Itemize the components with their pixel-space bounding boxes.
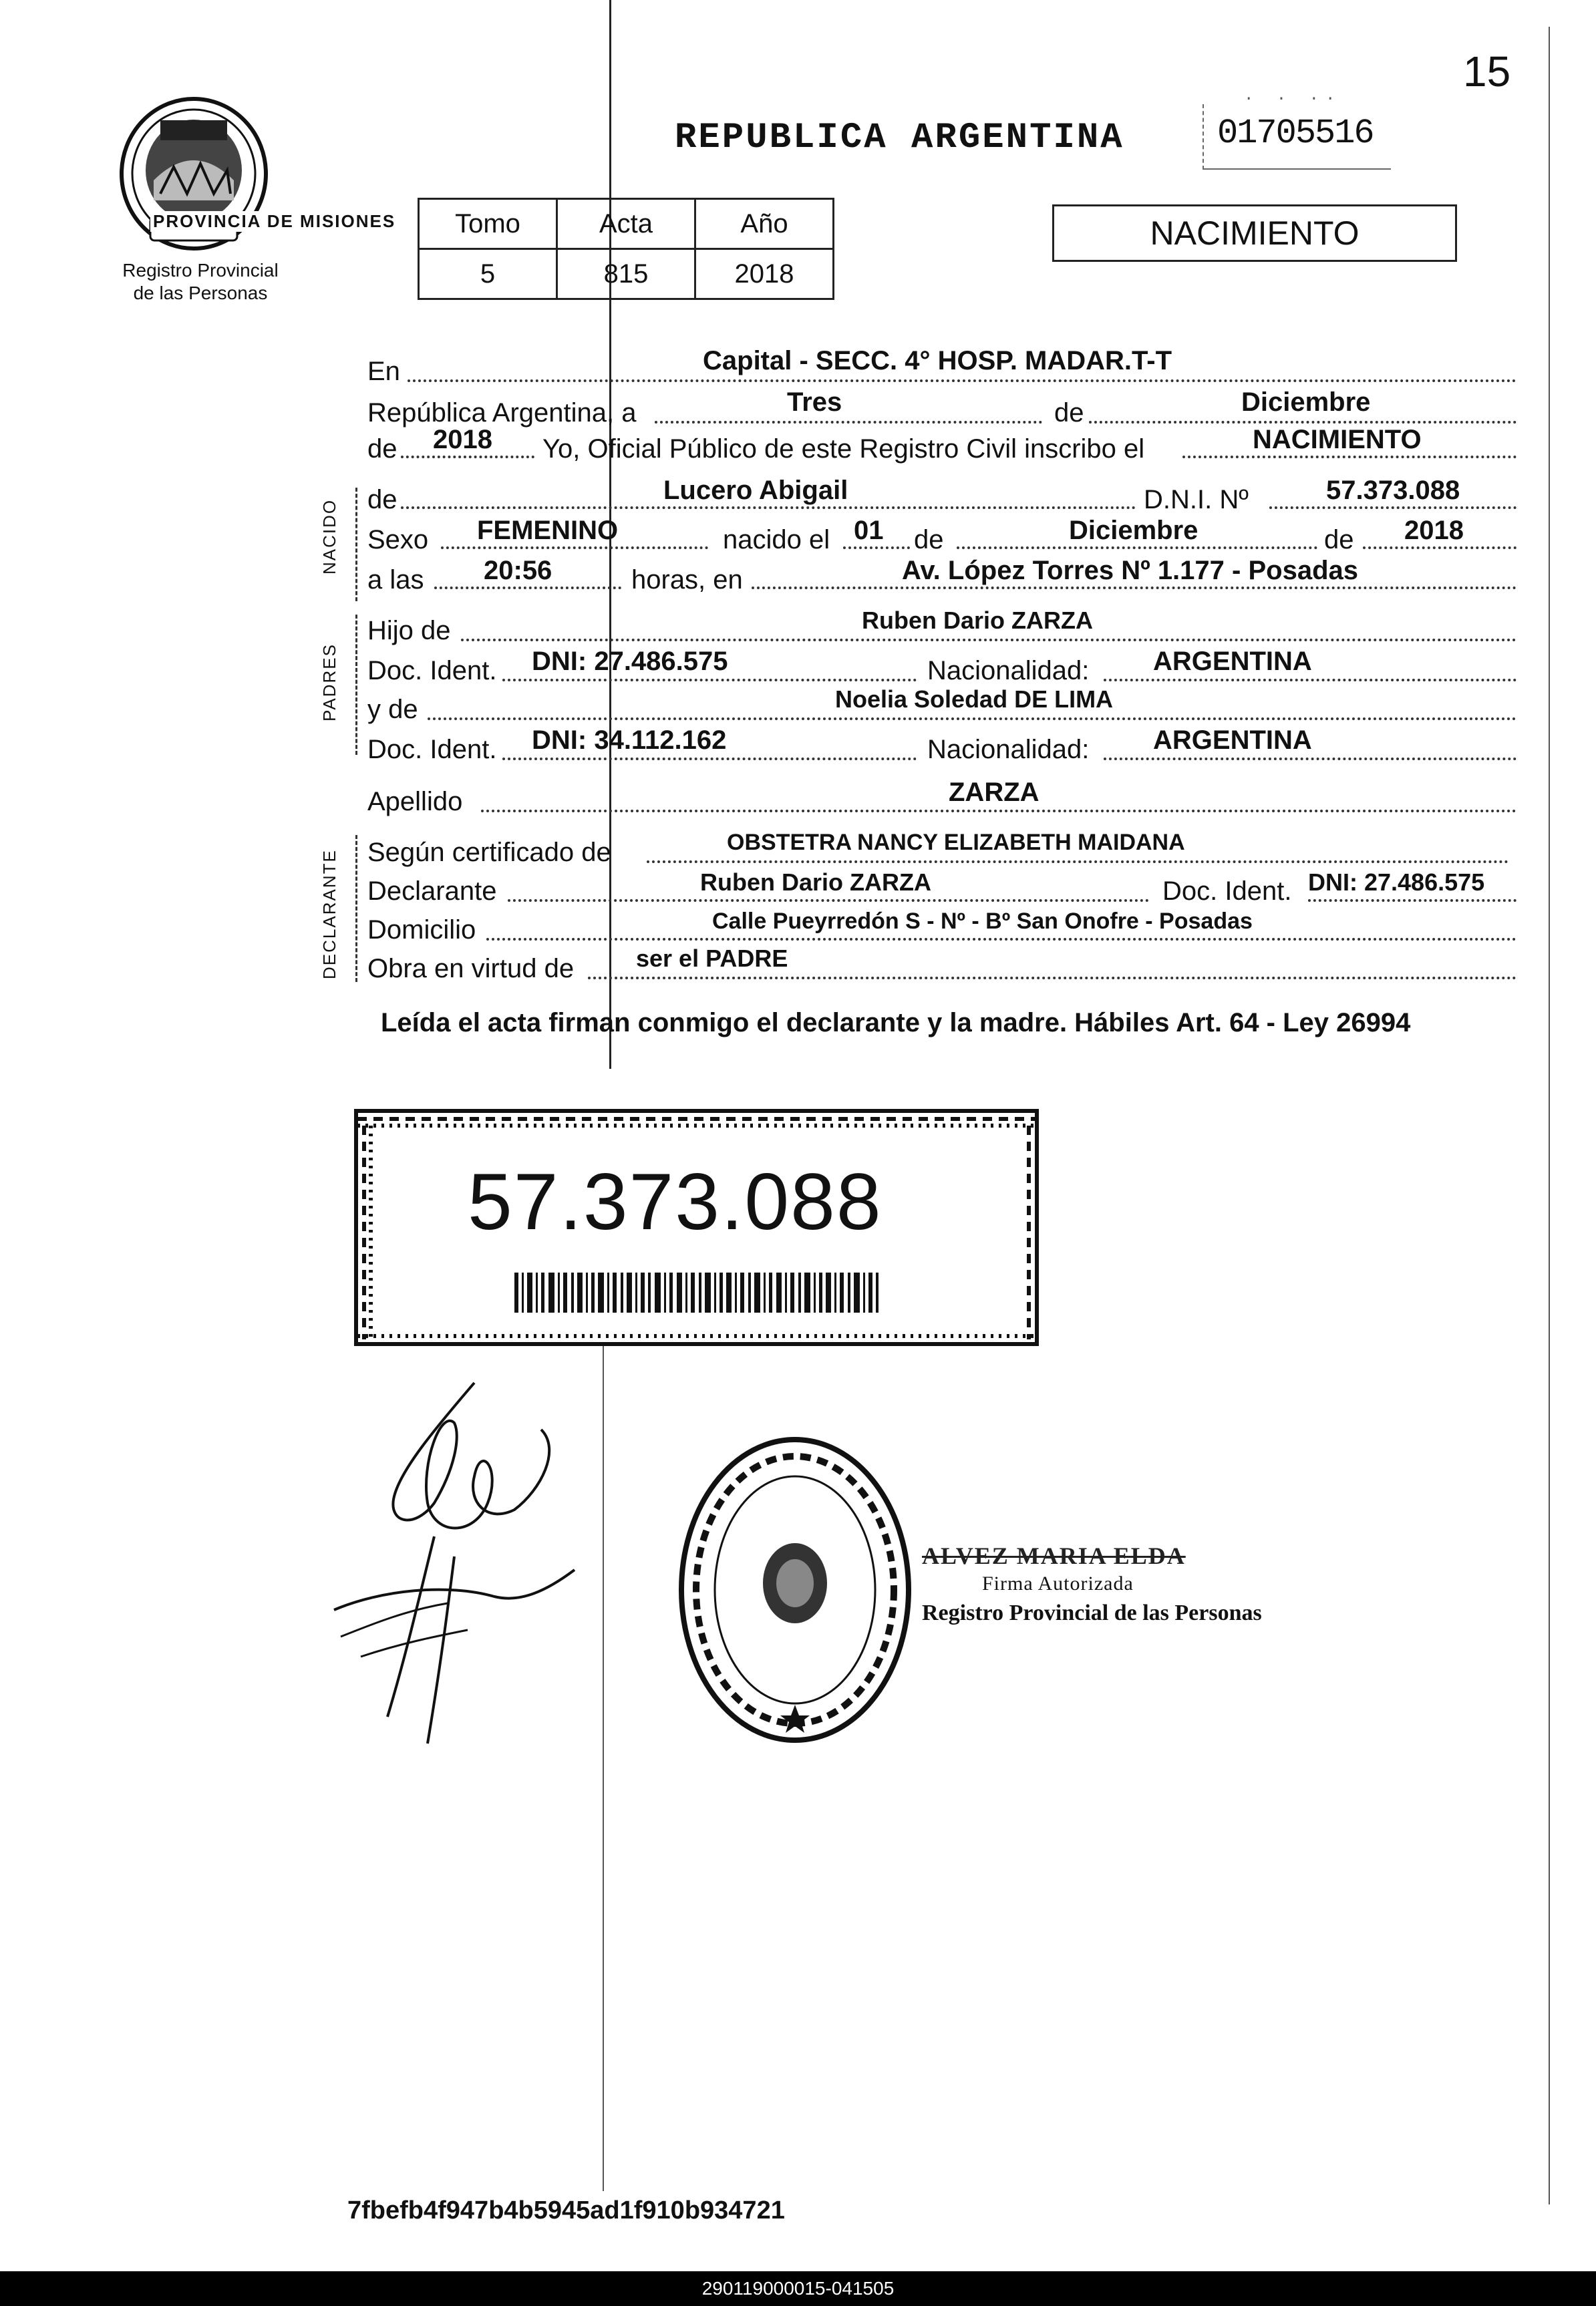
label-de-mes: de — [1054, 398, 1084, 428]
signer-org: Registro Provincial de las Personas — [922, 1601, 1262, 1625]
dots-mes-nac — [957, 546, 1317, 549]
value-hora: 20:56 — [484, 556, 552, 585]
official-seal-icon — [675, 1430, 915, 1750]
reading-note: Leída el acta firman conmigo el declarante y la madre. Hábiles Art. 64 - Ley 26994 — [381, 1008, 1411, 1037]
label-de-nombre: de — [367, 485, 397, 514]
dots-sexo — [441, 546, 708, 549]
table-header-acta: Acta — [557, 199, 695, 249]
dni-stamp-number: 57.373.088 — [468, 1157, 883, 1247]
value-padre-doc: DNI: 27.486.575 — [532, 647, 728, 676]
label-de-anio-nac: de — [1324, 525, 1354, 554]
value-certificado: OBSTETRA NANCY ELIZABETH MAIDANA — [727, 830, 1185, 855]
value-sexo: FEMENINO — [477, 516, 619, 545]
value-declarante: Ruben Dario ZARZA — [700, 868, 931, 896]
section-label-declarante: DECLARANTE — [319, 849, 339, 979]
footer-code: 290119000015-041505 — [0, 2271, 1596, 2306]
label-yo-oficial: Yo, Oficial Público de este Registro Civil inscribo el — [542, 434, 1145, 464]
label-de-mes-nac: de — [914, 525, 944, 554]
label-republica: República Argentina, a — [367, 398, 637, 428]
page-number: 15 — [1463, 47, 1511, 96]
dots-madre-doc — [502, 758, 917, 760]
value-declarante-doc: DNI: 27.486.575 — [1308, 868, 1485, 896]
value-madre-doc: DNI: 34.112.162 — [532, 725, 727, 755]
dots-certificado — [647, 860, 1508, 863]
serial-number: 01705516 — [1217, 114, 1374, 153]
table-value-acta: 815 — [557, 249, 695, 299]
registry-caption-line2: de las Personas — [133, 283, 268, 303]
label-y-de: y de — [367, 695, 418, 724]
dots-anio — [401, 456, 534, 458]
value-lugar: Capital - SECC. 4° HOSP. MADAR.T-T — [703, 346, 1172, 375]
registry-table — [418, 198, 834, 300]
dots-padre-nac — [1104, 679, 1517, 681]
label-nacido-el: nacido el — [723, 525, 830, 554]
dots-apellido — [481, 810, 1517, 812]
dots-declarante-doc — [1308, 899, 1517, 902]
label-doc-ident-padre: Doc. Ident. — [367, 656, 497, 685]
value-padre: Ruben Dario ZARZA — [862, 607, 1093, 634]
value-anio-nac: 2018 — [1404, 516, 1464, 545]
signer-role: Firma Autorizada — [982, 1573, 1134, 1595]
document-hash: 7fbefb4f947b4b5945ad1f910b934721 — [347, 2196, 785, 2225]
right-edge-line — [1549, 27, 1550, 2204]
table-value-tomo: 5 — [419, 249, 557, 299]
dots-nombre — [401, 506, 1136, 509]
value-domicilio: Calle Pueyrredón S - Nº - Bº San Onofre - Posadas — [712, 909, 1253, 934]
label-obra-en-virtud: Obra en virtud de — [367, 954, 575, 983]
dots-anio-nac — [1363, 546, 1517, 549]
registry-table-header — [419, 199, 834, 249]
value-anio: 2018 — [433, 425, 492, 454]
label-hijo-de: Hijo de — [367, 616, 451, 645]
value-madre: Noelia Soledad DE LIMA — [835, 685, 1114, 713]
dots-dia — [655, 421, 1042, 424]
value-obra-en-virtud: ser el PADRE — [636, 945, 788, 972]
dots-hora — [434, 587, 621, 589]
dots-dni — [1269, 506, 1517, 509]
dots-obra — [588, 977, 1517, 979]
section-label-nacido: NACIDO — [319, 498, 339, 574]
dots-en — [408, 379, 1517, 382]
value-dni: 57.373.088 — [1326, 476, 1460, 505]
dots-padre — [461, 639, 1517, 641]
dots-direccion — [752, 587, 1517, 589]
dots-madre-nac — [1104, 758, 1517, 760]
label-apellido: Apellido — [367, 787, 463, 816]
label-declarante: Declarante — [367, 876, 497, 906]
section-label-padres: PADRES — [319, 643, 339, 721]
label-sexo: Sexo — [367, 525, 429, 554]
value-direccion-nac: Av. López Torres Nº 1.177 - Posadas — [902, 556, 1358, 585]
dots-domicilio — [486, 938, 1517, 941]
signer-name: ALVEZ MARIA ELDA — [922, 1542, 1186, 1569]
value-apellido: ZARZA — [949, 778, 1040, 807]
table-header-tomo: Tomo — [419, 199, 557, 249]
value-acto: NACIMIENTO — [1253, 425, 1422, 454]
label-nacionalidad-padre: Nacionalidad: — [927, 656, 1090, 685]
bracket-nacido — [355, 488, 357, 601]
dots-dia-nac — [843, 546, 910, 549]
document-title: REPUBLICA ARGENTINA — [675, 118, 1124, 158]
dots-padre-doc — [502, 679, 917, 681]
label-segun-certificado: Según certificado de — [367, 838, 611, 867]
label-de-anio: de — [367, 434, 397, 464]
label-dni: D.N.I. Nº — [1144, 485, 1249, 514]
label-a-las: a las — [367, 565, 424, 595]
value-dia-nac: 01 — [854, 516, 884, 545]
value-madre-nac: ARGENTINA — [1153, 725, 1312, 755]
value-dia-texto: Tres — [787, 387, 842, 417]
logo-text: PROVINCIA DE MISIONES — [150, 211, 398, 232]
label-doc-ident-madre: Doc. Ident. — [367, 735, 497, 764]
bracket-padres — [355, 615, 357, 755]
dots-madre — [428, 717, 1517, 720]
label-nacionalidad-madre: Nacionalidad: — [927, 735, 1090, 764]
registry-caption — [73, 259, 327, 305]
serial-dots: . . .. — [1244, 87, 1342, 105]
registry-caption-line1: Registro Provincial — [122, 260, 279, 281]
dots-mes — [1089, 421, 1517, 424]
dots-declarante — [508, 899, 1149, 902]
serial-number-box — [1203, 87, 1391, 170]
registry-table-values — [419, 249, 834, 299]
value-padre-nac: ARGENTINA — [1153, 647, 1312, 676]
value-nombre: Lucero Abigail — [663, 476, 848, 505]
label-declarante-doc: Doc. Ident. — [1162, 876, 1292, 906]
handwritten-signature-icon — [321, 1369, 608, 1757]
value-mes-nac: Diciembre — [1069, 516, 1199, 545]
bracket-declarante — [355, 835, 357, 982]
label-en: En — [367, 357, 400, 386]
dots-acto — [1182, 456, 1517, 458]
table-value-anio: 2018 — [695, 249, 834, 299]
label-horas-en: horas, en — [631, 565, 743, 595]
value-mes-texto: Diciembre — [1241, 387, 1371, 417]
label-domicilio: Domicilio — [367, 915, 476, 945]
table-header-anio: Año — [695, 199, 834, 249]
document-type-box: NACIMIENTO — [1052, 204, 1457, 262]
